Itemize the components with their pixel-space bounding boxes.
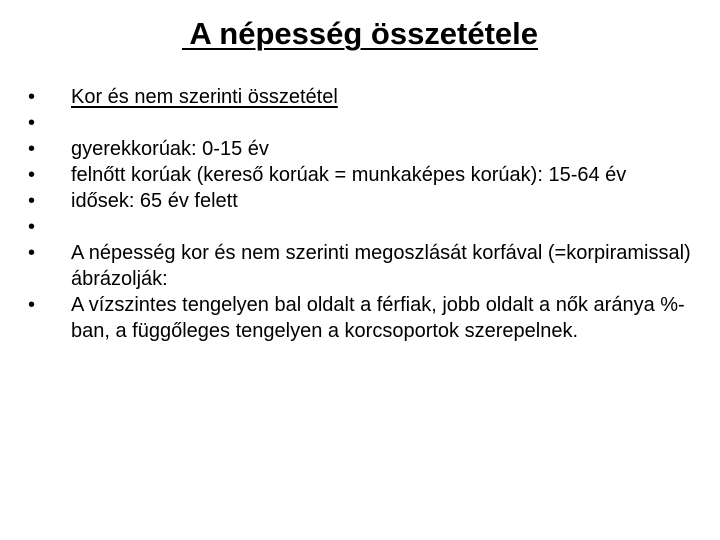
slide-title: [0, 12, 720, 56]
bullet-item: [28, 188, 704, 214]
bullet-text: Kor és nem szerinti összetétel: [71, 86, 338, 108]
bullet-item: [28, 162, 704, 188]
bullet-text: A népesség kor és nem szerinti megoszlását korfával (=korpiramissal) ábrázolják:: [71, 242, 691, 290]
slide-title-text: A népesség összetétele: [181, 16, 539, 51]
bullet-item-empty: [28, 110, 704, 136]
bullet-text: felnőtt korúak (kereső korúak = munkaképes korúak): 15-64 év: [71, 164, 627, 186]
bullet-text: idősek: 65 év felett: [71, 190, 238, 212]
bullet-item-empty: [28, 214, 704, 240]
bullet-list: [28, 84, 704, 344]
bullet-text: A vízszintes tengelyen bal oldalt a férfiak, jobb oldalt a nők aránya %-ban, a függőleges tengelyen a korcsoportok szerepelnek.: [71, 294, 685, 342]
bullet-item: [28, 136, 704, 162]
bullet-item: [28, 292, 704, 344]
bullet-item: [28, 240, 704, 292]
bullet-text: gyerekkorúak: 0-15 év: [71, 138, 269, 160]
bullet-item: [28, 84, 704, 110]
